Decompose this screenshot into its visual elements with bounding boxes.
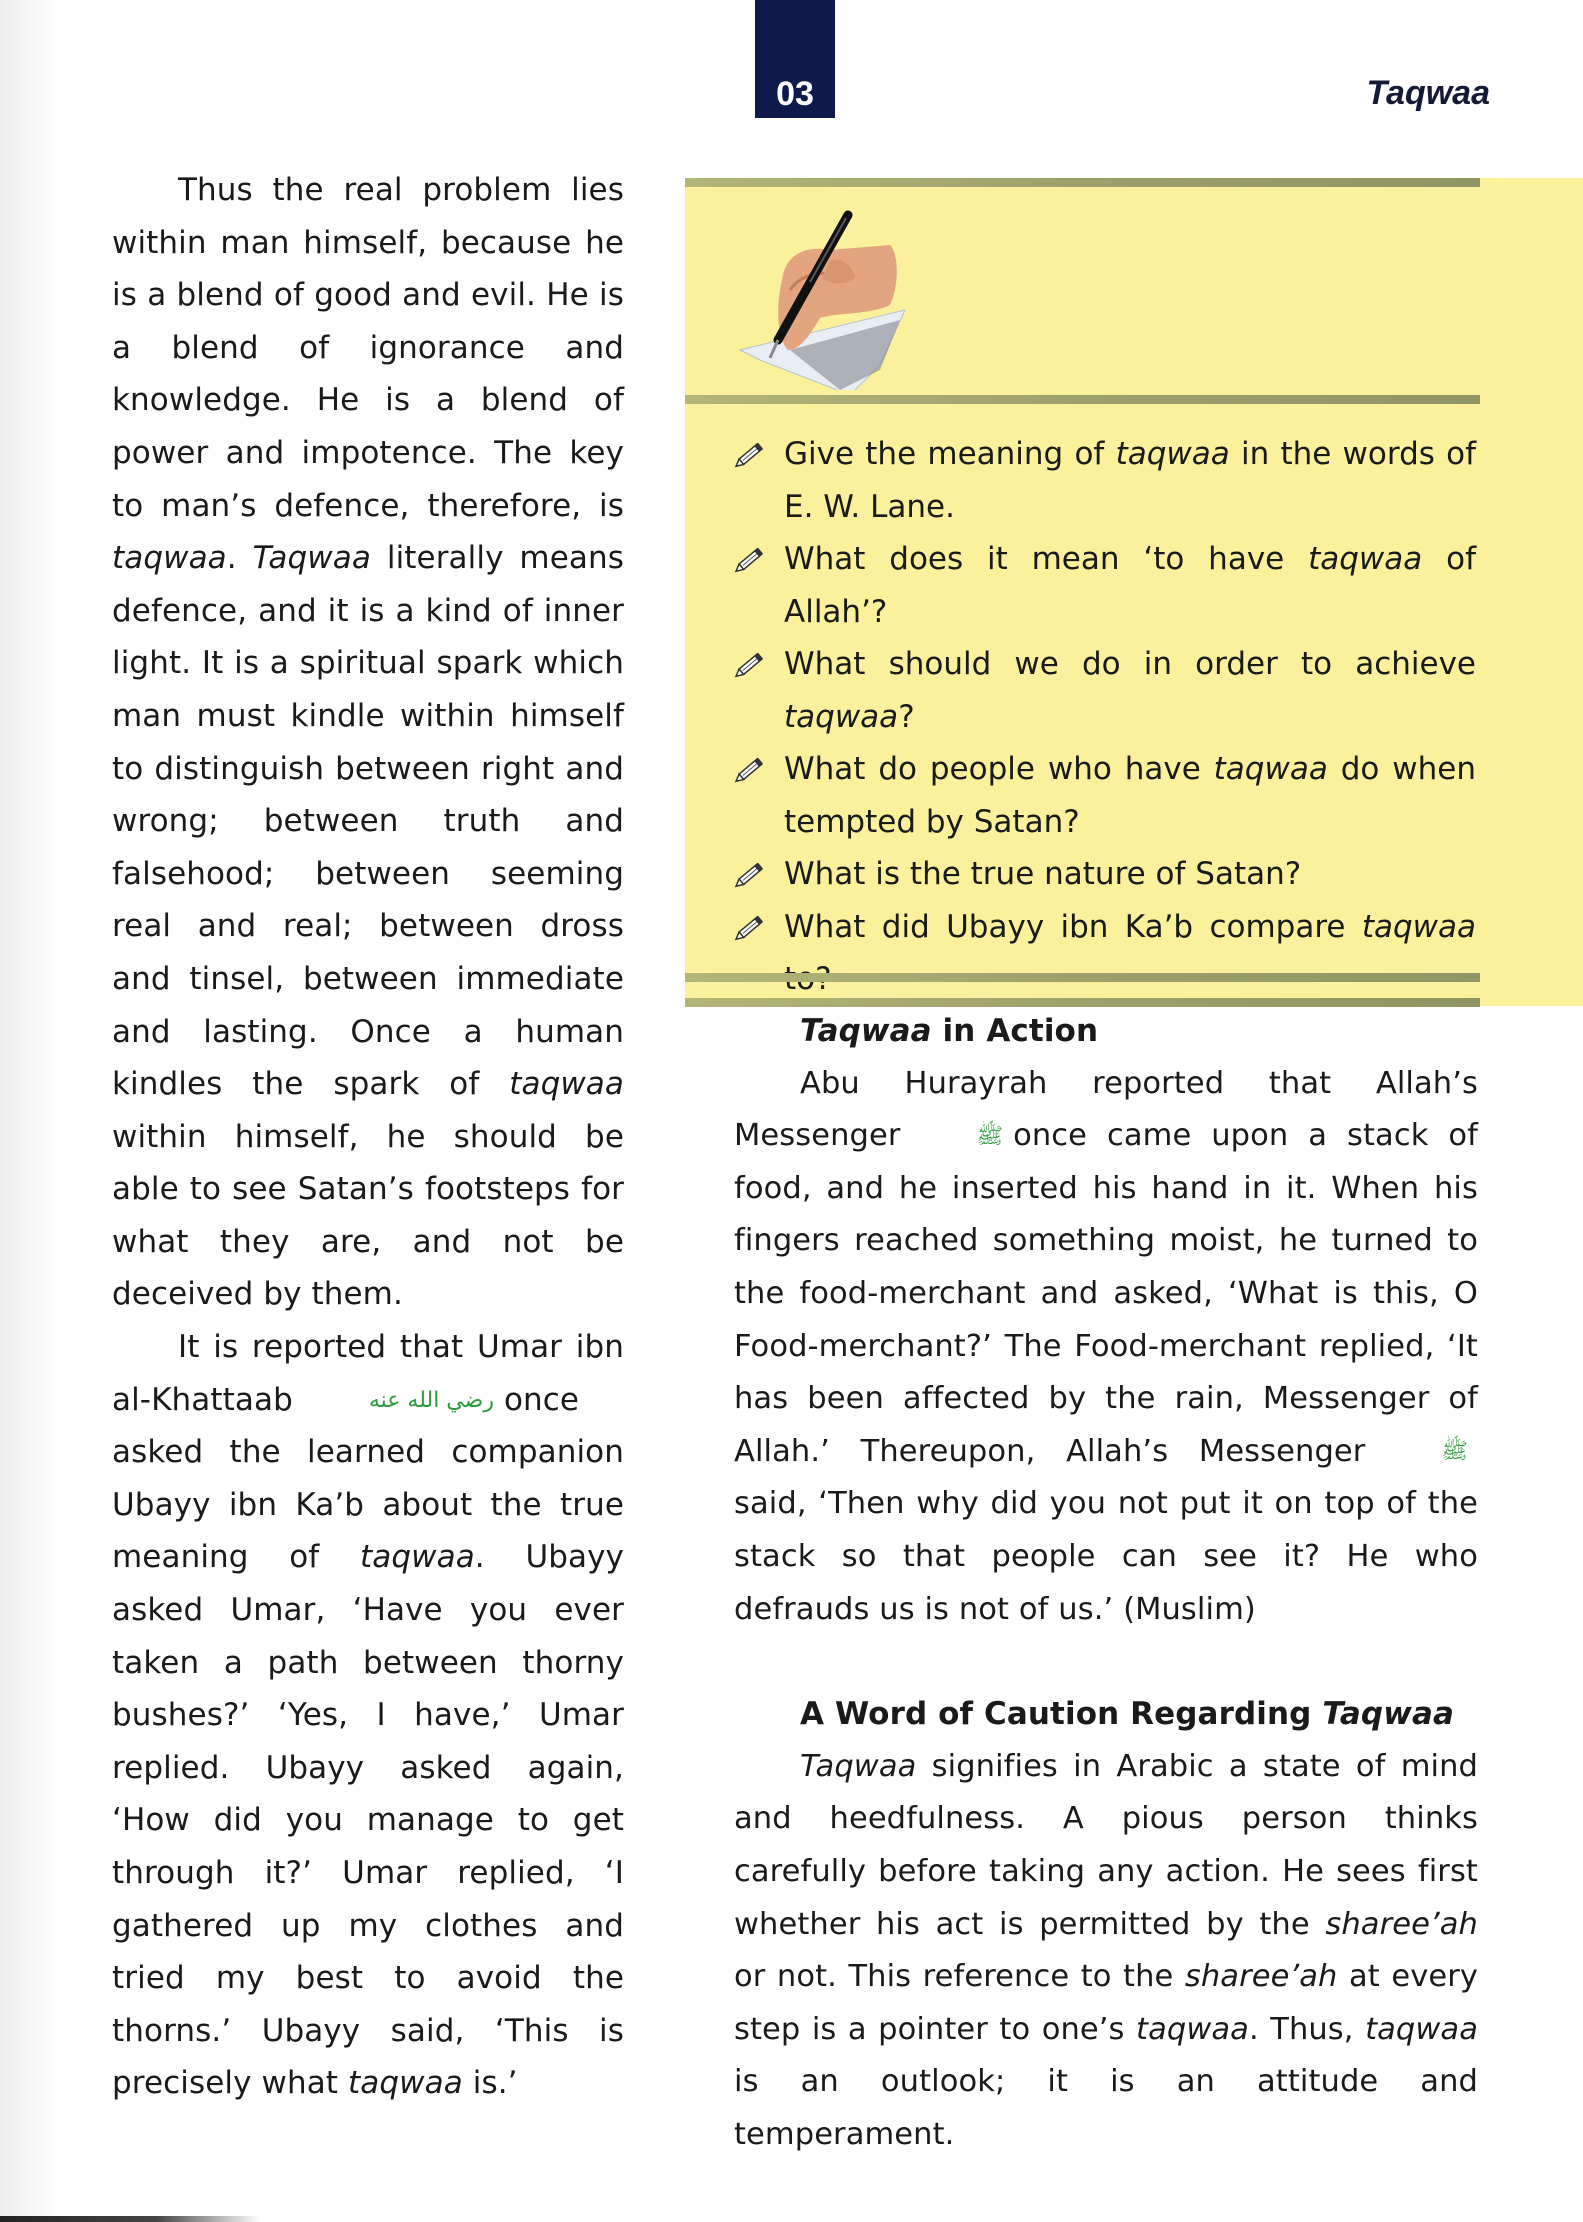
paragraph: Thus the real problem lies within man himself, because he is a blend of good and evil. He is a blend of ignorance and knowledge. He is a blend of power and impotence. The key to man’s defence, therefore, is taqwaa. Taqwaa literally means defence, and it is a kind of inner light. It is a spiritual spark which man must kindle within himself to distinguish between right and wrong; between truth and falsehood; between seeming real and real; between dross and tinsel, between immediate and lasting. Once a human kindles the spark of taqwaa within himself, he should be able to see Satan’s footsteps for what they are, and not be deceived by them. <box>112 172 624 1313</box>
italic-term: taqwaa <box>1361 908 1476 945</box>
italic-term: Taqwaa <box>1322 1696 1454 1733</box>
italic-term: taqwaa <box>1365 2011 1479 2047</box>
honorific-radiyallahu-anhu-icon: رضي الله عنه <box>368 1388 494 1414</box>
question-item <box>734 848 1476 901</box>
page-number-badge <box>755 0 835 118</box>
question-text: What did Ubayy ibn Ka’b compare taqwaa <box>784 908 1476 945</box>
pencil-icon <box>734 911 768 941</box>
honorific-sallallahu-alayhi-wa-sallam-icon: ﷺ <box>1441 1439 1468 1465</box>
question-item <box>734 638 1476 743</box>
exercise-questions <box>734 428 1476 1006</box>
paragraph: It is reported that Umar ibn al-Khattaab رضي الله عنه once asked the learned companion Ubayy ibn Ka’b about the true meaning of taqwaa. Ubayy asked Umar, ‘Have you ever taken a path between thorny bushes?’ ‘Yes, I have,’ Umar replied. Ubayy asked again, ‘How did you manage to get through it?’ Umar replied, ‘I gathered up my clothes and tried my best to avoid the thorns.’ Ubayy said, ‘This is precisely what taqwaa is.’ <box>112 1329 624 2102</box>
hand-writing-icon <box>730 200 930 390</box>
italic-term: taqwaa <box>348 2065 463 2102</box>
question-text: What does it mean ‘to have taqwaa of Allah’? <box>784 541 1477 630</box>
honorific-sallallahu-alayhi-wa-sallam-icon: ﷺ <box>976 1123 1004 1149</box>
question-text: What is the true nature of Satan? <box>784 856 1302 892</box>
pencil-icon <box>734 648 768 678</box>
italic-term: taqwaa <box>112 540 227 577</box>
pencil-icon <box>734 543 768 573</box>
question-item <box>734 901 1476 1006</box>
italic-term: taqwaa <box>360 1539 475 1576</box>
italic-term: taqwaa <box>1308 541 1423 577</box>
pencil-icon <box>734 438 768 468</box>
left-column <box>112 164 624 2110</box>
italic-term: taqwaa <box>1136 2011 1249 2047</box>
pencil-icon <box>734 858 768 888</box>
question-text: What do people who have taqwaa do when tempted by Satan? <box>784 751 1476 840</box>
section-heading-taqwaa-in-action: Taqwaa in Action <box>800 1013 1099 1049</box>
exercise-box <box>685 178 1583 1006</box>
pencil-icon <box>734 753 768 783</box>
page-gutter-shadow <box>0 0 60 2222</box>
italic-term: Taqwaa <box>252 540 371 577</box>
section-heading-word-of-caution: A Word of Caution Regarding Taqwaa <box>800 1696 1454 1733</box>
italic-term: taqwaa <box>1213 751 1328 787</box>
right-column <box>734 1005 1478 2161</box>
italic-term: taqwaa <box>509 1066 624 1103</box>
divider-bar <box>685 973 1480 982</box>
italic-term: taqwaa <box>784 698 899 735</box>
question-text: What should we do in order to achieve taqwaa? <box>784 646 1476 735</box>
question-item <box>734 743 1476 848</box>
italic-term: Taqwaa <box>800 1748 917 1784</box>
question-item <box>734 533 1476 638</box>
paragraph: Taqwaa signifies in Arabic a state of mind and heedfulness. A pious person thinks carefully before taking any action. He sees first whether his act is permitted by the sharee’ah or not. This reference to the sharee’ah at every step is a pointer to one’s taqwaa. Thus, taqwaa is an outlook; it is an attitude and temperament. <box>734 1748 1479 2152</box>
divider-bar <box>685 178 1480 187</box>
italic-term: sharee’ah <box>1184 1959 1338 1995</box>
question-text: Give the meaning of taqwaa in the words of E. W. Lane. <box>784 436 1477 525</box>
paragraph: Abu Hurayrah reported that Allah’s Messenger ﷺ once came upon a stack of food, and he inserted his hand in it. When his fingers reached something moist, he turned to the food-merchant and asked, ‘What is this, O Food-merchant?’ The Food-merchant replied, ‘It has been affected by the rain, Messenger of Allah.’ Thereupon, Allah’s Messenger ﷺsaid, ‘Then why did you not put it on top of the stack so that people can see it? He who defrauds us is not of us.’ (Muslim) <box>734 1065 1478 1627</box>
divider-bar <box>685 395 1480 404</box>
page-bottom-edge <box>0 2216 260 2222</box>
italic-term: sharee’ah <box>1325 1906 1478 1942</box>
running-title: Taqwaa <box>1366 74 1490 112</box>
section-spacer <box>734 1636 1478 1688</box>
italic-term: taqwaa <box>1115 436 1230 472</box>
page-number: 03 <box>776 75 814 113</box>
question-item <box>734 428 1476 533</box>
italic-term: Taqwaa <box>800 1013 932 1049</box>
